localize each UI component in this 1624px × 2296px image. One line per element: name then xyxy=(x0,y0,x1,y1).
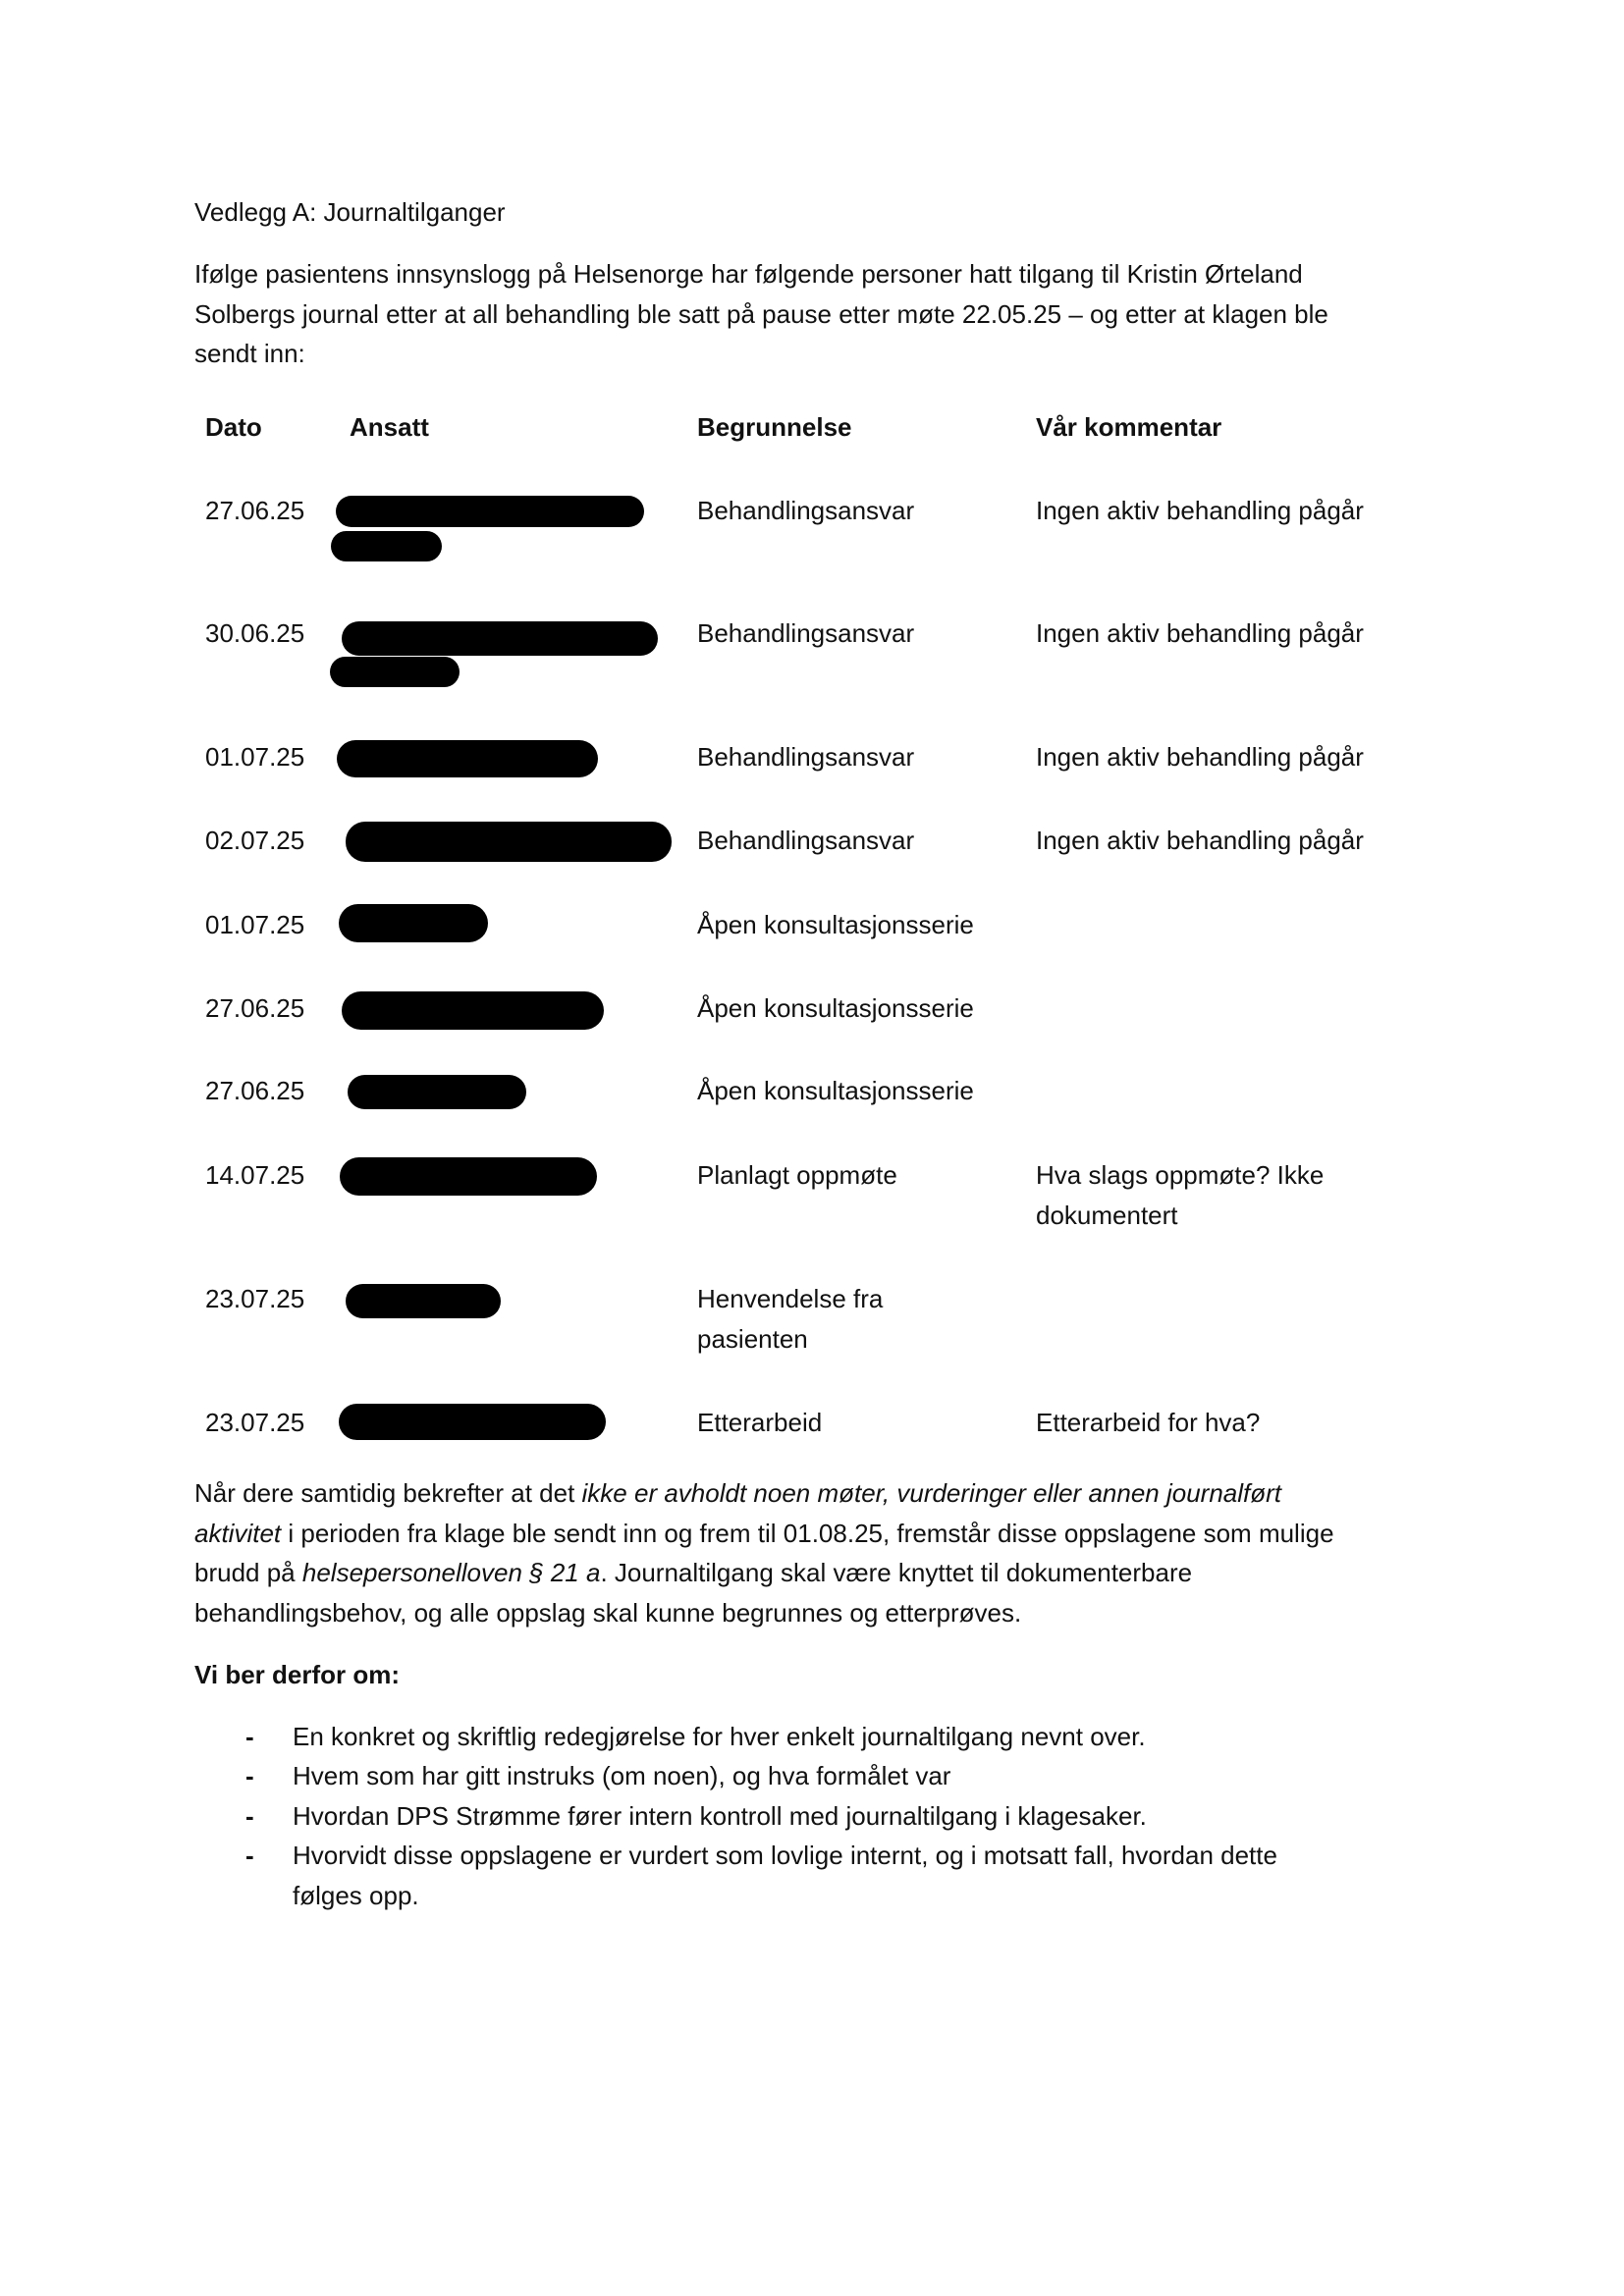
row-date: 27.06.25 xyxy=(205,496,305,525)
text: Når dere samtidig bekrefter at det xyxy=(194,1478,582,1508)
bullet-dash: - xyxy=(245,1841,254,1870)
row-comment: Ingen aktiv behandling pågår xyxy=(1036,742,1364,772)
text: brudd på xyxy=(194,1558,302,1587)
row-date: 23.07.25 xyxy=(205,1284,305,1313)
row-date: 01.07.25 xyxy=(205,910,305,939)
redacted-employee-name xyxy=(348,1075,526,1109)
row-reason: Åpen konsultasjonsserie xyxy=(697,1076,974,1105)
redacted-employee-name xyxy=(339,904,488,942)
list-item-text: En konkret og skriftlig redegjørelse for hver enkelt journaltilgang nevnt over. xyxy=(293,1722,1146,1751)
row-reason: Henvendelse fra xyxy=(697,1284,884,1313)
row-reason: Planlagt oppmøte xyxy=(697,1160,897,1190)
list-item-text: Hvordan DPS Strømme fører intern kontroll med journaltilgang i klagesaker. xyxy=(293,1801,1147,1831)
row-comment: Hva slags oppmøte? Ikke xyxy=(1036,1160,1325,1190)
bullet-dash: - xyxy=(245,1761,254,1790)
row-date: 27.06.25 xyxy=(205,1076,305,1105)
intro-line: sendt inn: xyxy=(194,339,305,368)
row-date: 14.07.25 xyxy=(205,1160,305,1190)
paragraph-line: behandlingsbehov, og alle oppslag skal kunne begrunnes og etterprøves. xyxy=(194,1598,1022,1628)
row-reason: Åpen konsultasjonsserie xyxy=(697,993,974,1023)
row-reason: Behandlingsansvar xyxy=(697,618,915,648)
redacted-employee-name xyxy=(337,740,598,777)
emphasis-text: aktivitet xyxy=(194,1519,282,1548)
redacted-employee-name xyxy=(330,657,460,687)
redacted-employee-name xyxy=(336,496,644,527)
text: . Journaltilgang skal være knyttet til dokumenterbare xyxy=(600,1558,1193,1587)
law-reference: helsepersonelloven § 21 a xyxy=(301,1558,601,1587)
paragraph-line xyxy=(194,1477,1281,1509)
redacted-employee-name xyxy=(342,991,604,1030)
row-comment: Ingen aktiv behandling pågår xyxy=(1036,618,1364,648)
row-reason: Behandlingsansvar xyxy=(697,826,915,855)
paragraph-line xyxy=(194,1518,1334,1549)
intro-line: Solbergs journal etter at all behandling ble satt på pause etter møte 22.05.25 – og etter at klagen ble xyxy=(194,299,1328,329)
paragraph-line xyxy=(194,1557,1192,1588)
list-item-text: Hvorvidt disse oppslagene er vurdert som lovlige internt, og i motsatt fall, hvordan dette xyxy=(293,1841,1277,1870)
text: i perioden fra klage ble sendt inn og frem til 01.08.25, fremstår disse oppslagene som mulige xyxy=(281,1519,1334,1548)
redacted-employee-name xyxy=(342,621,658,656)
bullet-dash: - xyxy=(245,1801,254,1831)
row-reason: Behandlingsansvar xyxy=(697,496,915,525)
header-date: Dato xyxy=(205,412,262,442)
row-date: 23.07.25 xyxy=(205,1408,305,1437)
row-reason: Behandlingsansvar xyxy=(697,742,915,772)
row-comment: dokumentert xyxy=(1036,1201,1178,1230)
row-comment: Ingen aktiv behandling pågår xyxy=(1036,826,1364,855)
redacted-employee-name xyxy=(346,1284,501,1318)
redacted-employee-name xyxy=(339,1404,606,1440)
list-item-text: Hvem som har gitt instruks (om noen), og hva formålet var xyxy=(293,1761,951,1790)
list-item-text: følges opp. xyxy=(293,1881,419,1910)
document-title: Vedlegg A: Journaltilganger xyxy=(194,197,506,227)
request-heading: Vi ber derfor om: xyxy=(194,1660,401,1689)
row-date: 30.06.25 xyxy=(205,618,305,648)
intro-line: Ifølge pasientens innsynslogg på Helsenorge har følgende personer hatt tilgang til Kristin Ørteland xyxy=(194,259,1303,289)
row-date: 02.07.25 xyxy=(205,826,305,855)
row-date: 27.06.25 xyxy=(205,993,305,1023)
row-comment: Etterarbeid for hva? xyxy=(1036,1408,1261,1437)
header-comment: Vår kommentar xyxy=(1036,412,1222,442)
row-reason: Etterarbeid xyxy=(697,1408,823,1437)
row-reason: pasienten xyxy=(697,1324,808,1354)
row-comment: Ingen aktiv behandling pågår xyxy=(1036,496,1364,525)
header-reason: Begrunnelse xyxy=(697,412,852,442)
redacted-employee-name xyxy=(331,531,442,561)
emphasis-text: ikke er avholdt noen møter, vurderinger eller annen journalført xyxy=(581,1478,1282,1508)
row-reason: Åpen konsultasjonsserie xyxy=(697,910,974,939)
row-date: 01.07.25 xyxy=(205,742,305,772)
redacted-employee-name xyxy=(340,1157,597,1196)
header-employee: Ansatt xyxy=(350,412,429,442)
redacted-employee-name xyxy=(346,822,672,862)
bullet-dash: - xyxy=(245,1722,254,1751)
